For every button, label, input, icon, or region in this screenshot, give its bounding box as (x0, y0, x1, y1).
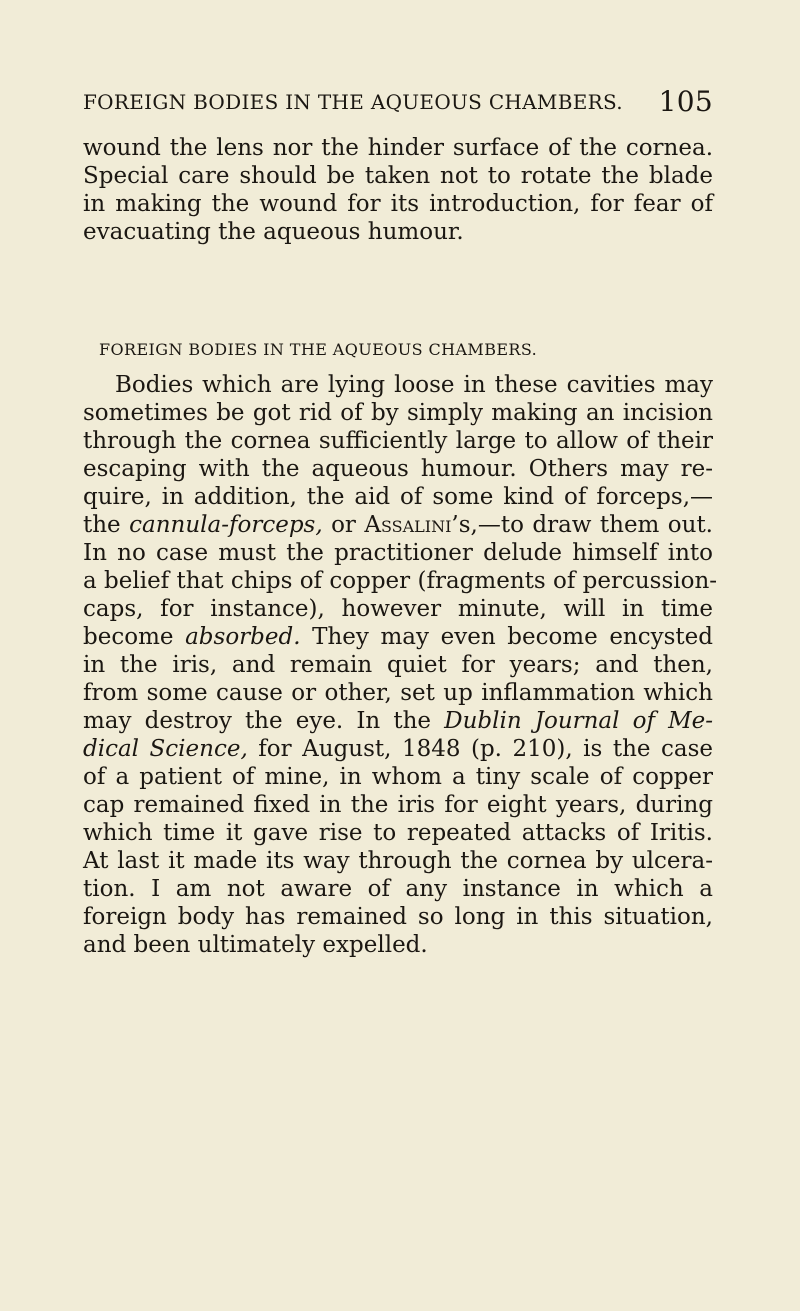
page-number: 105 (658, 85, 713, 118)
journal-title: dical Science, (83, 736, 248, 762)
text-line: caps, for instance), however minute, will in time (83, 596, 713, 622)
text-line (83, 735, 713, 763)
running-head (83, 84, 713, 120)
text-line: quire, in addition, the aid of some kind of forceps,— (83, 484, 713, 510)
text-run: They may even become encysted (300, 624, 714, 650)
text-run: for August, 1848 (p. 210), is the case (247, 736, 714, 762)
small-caps-name: Assalini (364, 512, 452, 538)
text-line: a belief that chips of copper (fragments of percussion- (83, 568, 718, 594)
text-line: Special care should be taken not to rotate the blade (83, 163, 713, 189)
text-run: may destroy the eye. In the (83, 708, 445, 734)
text-line: of a patient of mine, in whom a tiny scale of copper (83, 764, 713, 790)
text-line (83, 511, 713, 539)
text-line: tion. I am not aware of any instance in which a (83, 876, 713, 902)
text-line: which time it gave rise to repeated attacks of Iritis. (83, 820, 713, 846)
italic-term: absorbed. (185, 624, 301, 650)
text-line: cap remained fixed in the iris for eight years, during (83, 792, 713, 818)
section-heading: FOREIGN BODIES IN THE AQUEOUS CHAMBERS. (99, 340, 538, 359)
running-head-title: FOREIGN BODIES IN THE AQUEOUS CHAMBERS. (83, 90, 623, 114)
text-line: evacuating the aqueous humour. (83, 219, 464, 245)
text-line: In no case must the practitioner delude himself into (83, 540, 713, 566)
text-line: in the iris, and remain quiet for years; and then, (83, 652, 713, 678)
text-line: Bodies which are lying loose in these cavities may (115, 372, 713, 398)
text-line: escaping with the aqueous humour. Others may re- (83, 456, 713, 482)
text-run: become (83, 624, 186, 650)
paragraph-foreign-bodies (83, 371, 718, 959)
paragraph-continuation (83, 134, 713, 246)
text-line: and been ultimately expelled. (83, 932, 428, 958)
text-line: from some cause or other, set up inflammation which (83, 680, 713, 706)
text-line: through the cornea sufficiently large to allow of their (83, 428, 713, 454)
italic-term: cannula-forceps, (129, 512, 323, 538)
journal-title: Dublin Journal of Me- (444, 708, 714, 734)
text-run: or (322, 512, 365, 538)
text-line (83, 623, 713, 651)
text-line: At last it made its way through the cornea by ulcera- (83, 848, 713, 874)
text-line: foreign body has remained so long in this situation, (83, 904, 713, 930)
text-run: ’s,—to draw them out. (451, 512, 713, 538)
text-line: wound the lens nor the hinder surface of the cornea. (83, 135, 713, 161)
text-run: the (83, 512, 130, 538)
text-line: in making the wound for its introduction, for fear of (83, 191, 713, 217)
text-line: sometimes be got rid of by simply making an incision (83, 400, 713, 426)
text-line (83, 707, 713, 735)
